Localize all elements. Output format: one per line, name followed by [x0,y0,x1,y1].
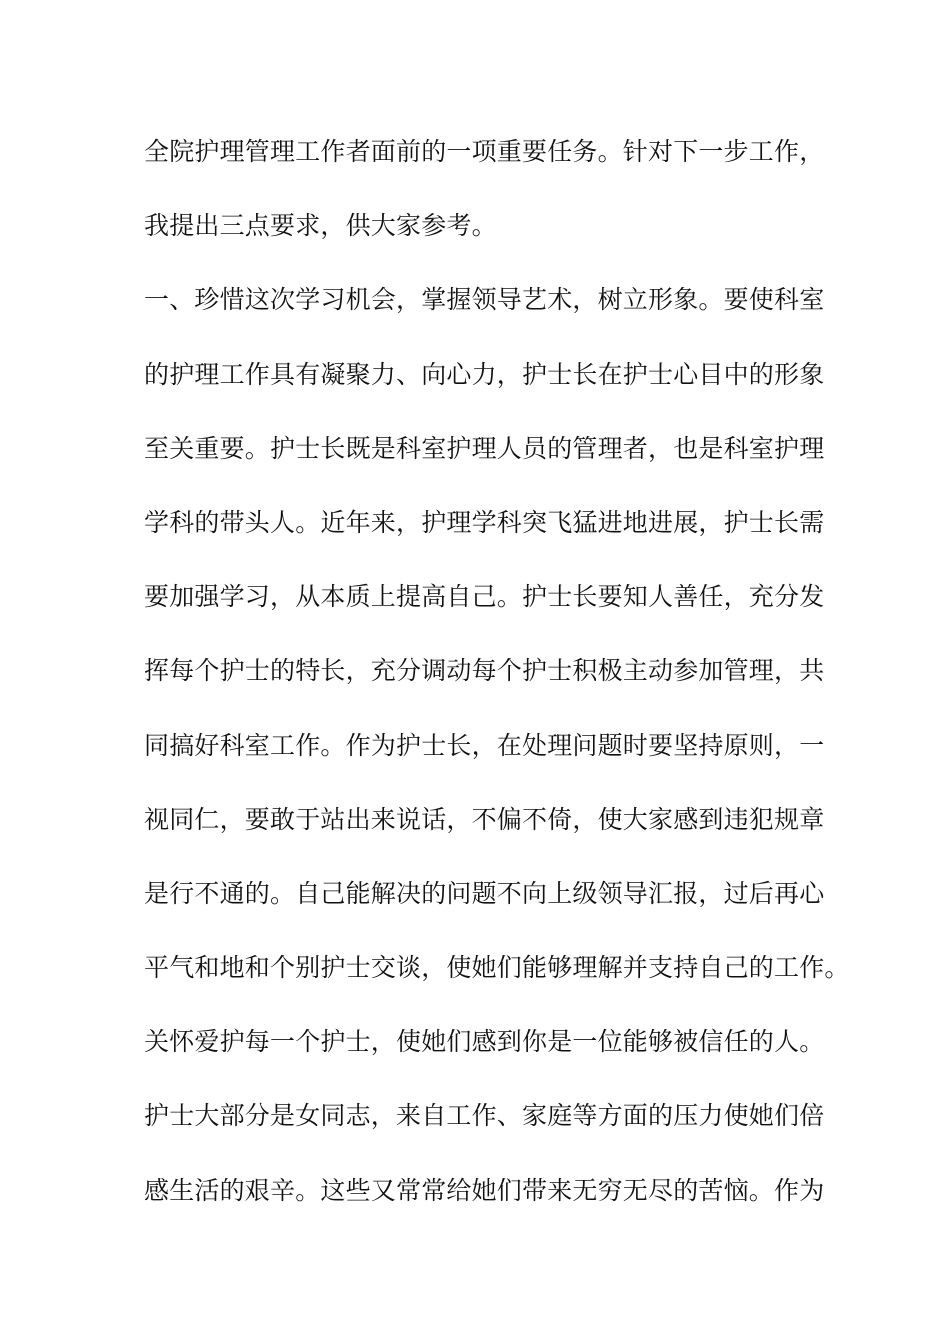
text-line: 全院护理管理工作者面前的一项重要任务。针对下一步工作， [144,137,825,166]
text-line: 要加强学习，从本质上提高自己。护士长要知人善任，充分发 [144,582,825,612]
text-line: 护士大部分是女同志，来自工作、家庭等方面的压力使她们倍 [144,1101,825,1131]
text-line: 学科的带头人。近年来，护理学科突飞猛进地进展，护士长需 [144,507,825,537]
text-line: 同搞好科室工作。作为护士长，在处理问题时要坚持原则，一 [144,730,825,760]
text-line: 感生活的艰辛。这些又常常给她们带来无穷无尽的苦恼。作为 [144,1175,825,1205]
text-line: 一、珍惜这次学习机会，掌握领导艺术，树立形象。要使科室 [144,285,825,315]
text-line: 视同仁，要敢于站出来说话，不偏不倚，使大家感到违犯规章 [144,804,825,834]
text-line: 是行不通的。自己能解决的问题不向上级领导汇报，过后再心 [144,878,825,908]
text-line: 平气和地和个别护士交谈，使她们能够理解并支持自己的工作。 [144,953,850,983]
text-line: 挥每个护士的特长，充分调动每个护士积极主动参加管理，共 [144,656,825,686]
body-text [144,127,850,1240]
text-line: 关怀爱护每一个护士，使她们感到你是一位能够被信任的人。 [144,1027,825,1057]
text-line: 的护理工作具有凝聚力、向心力，护士长在护士心目中的形象 [144,359,825,389]
text-line: 我提出三点要求，供大家参考。 [144,211,497,241]
text-line: 至关重要。护士长既是科室护理人员的管理者，也是科室护理 [144,433,825,463]
